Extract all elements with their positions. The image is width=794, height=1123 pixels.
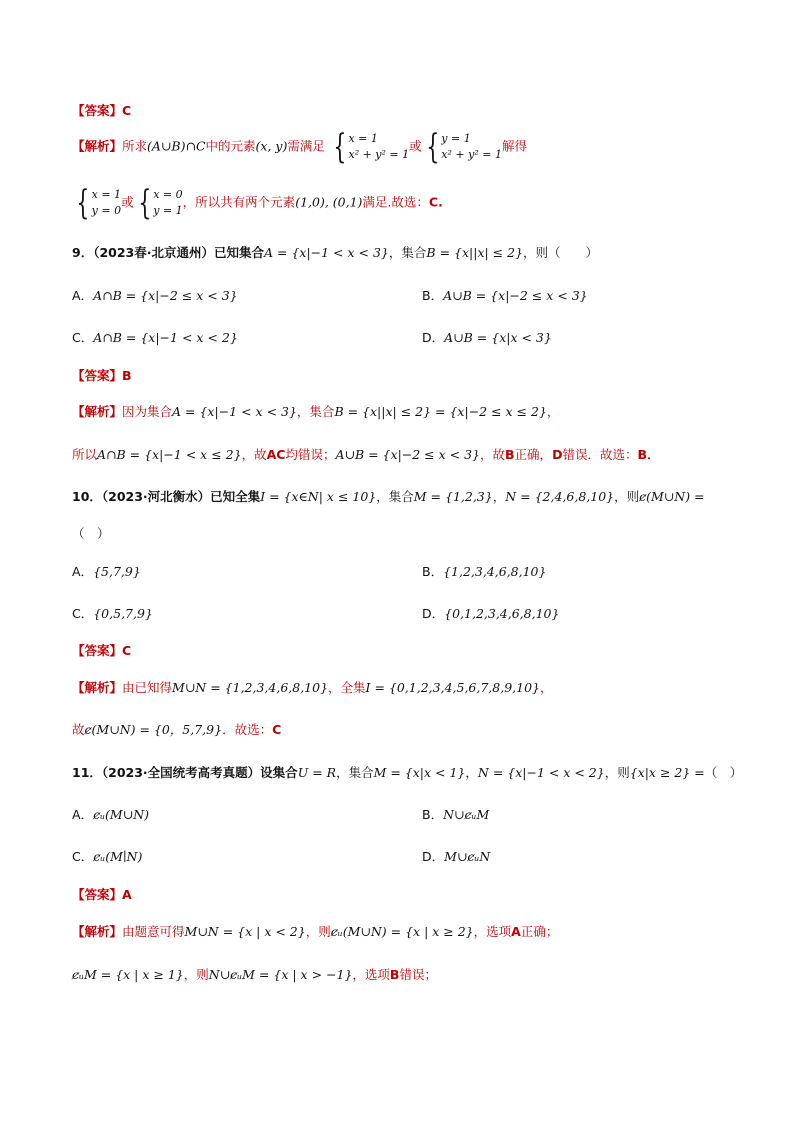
equation: y = 0	[91, 204, 122, 217]
math-expression: (A∪B)∩C	[147, 138, 206, 154]
answer-label: 【答案】	[72, 103, 123, 118]
analysis-text: ，则	[183, 967, 209, 982]
q11-stem	[72, 764, 742, 782]
option-a: ȼᵤ(M∪N)	[93, 807, 150, 822]
option-label: D．	[422, 606, 445, 621]
answer-label: 【答案】	[72, 887, 123, 902]
analysis-text: 所以	[72, 447, 98, 462]
equation: x = 1	[91, 188, 122, 201]
equation: y = 1	[441, 132, 471, 145]
answer-value: B	[122, 368, 132, 383]
option-label: A．	[72, 807, 94, 822]
analysis-text: ，	[539, 680, 553, 695]
option-label: C．	[72, 330, 94, 345]
q9-stem	[72, 244, 598, 262]
option-a: {5,7,9}	[93, 564, 141, 579]
option-b: N∪ȼᵤM	[443, 807, 490, 822]
q10-options-row2	[72, 605, 560, 623]
option-ref: D	[552, 447, 563, 462]
answer-blank: （ ）	[72, 526, 110, 541]
question-text: ，	[465, 765, 478, 780]
answer-blank: （ ）	[704, 765, 743, 780]
analysis-text: 错误．故选：	[562, 447, 638, 462]
analysis-label: 【解析】	[72, 404, 123, 419]
question-text: ，集合	[388, 245, 427, 260]
answer-value: C	[122, 103, 132, 118]
q11-analysis-line2	[72, 966, 437, 984]
option-label: D．	[422, 849, 445, 864]
option-label: D．	[422, 330, 445, 345]
math-expression: M∪N = {1,2,3,4,6,8,10}	[172, 680, 329, 695]
option-c: A∩B = {x|−1 < x < 2}	[93, 330, 238, 345]
option-label: A．	[72, 564, 94, 579]
analysis-text: ，故	[480, 447, 506, 462]
math-expression: A∪B = {x|−2 ≤ x < 3}	[335, 447, 480, 462]
equation-system: { x = 1 y = 0	[76, 183, 122, 223]
q8-analysis-line1	[72, 127, 527, 167]
question-text: ，则（ ）	[523, 245, 599, 260]
analysis-text: 需满足	[287, 138, 325, 154]
analysis-text: 均错误；	[285, 447, 336, 462]
analysis-text: 中的元素	[205, 138, 256, 154]
math-expression: N = {x|−1 < x < 2}	[477, 765, 605, 780]
analysis-text: 故	[72, 722, 85, 737]
equation: x = 1	[348, 132, 378, 145]
analysis-label: 【解析】	[72, 924, 123, 939]
option-b: {1,2,3,4,6,8,10}	[443, 564, 547, 579]
math-expression: N∪ȼᵤM = {x | x > −1}	[208, 967, 353, 982]
math-expression: {x|x ≥ 2} =	[629, 765, 705, 780]
question-text: ，则	[604, 765, 630, 780]
analysis-text: 解得	[501, 138, 527, 154]
analysis-text: ，选项	[473, 924, 512, 939]
q10-answer-line	[72, 642, 131, 660]
question-text: ，则	[614, 489, 640, 504]
q9-analysis-line2	[72, 446, 660, 464]
option-ref: AC	[266, 447, 286, 462]
equation-system: { y = 1 x² + y² = 1	[425, 127, 502, 167]
q9-options-row1	[72, 287, 588, 305]
q10-stem	[72, 488, 705, 506]
question-text: ，集合	[376, 489, 414, 504]
q11-analysis-line1	[72, 923, 558, 941]
analysis-text: ．故选：	[222, 722, 273, 737]
answer-choice: B．	[637, 447, 660, 462]
math-expression: ȼᵤM = {x | x ≥ 1}	[72, 967, 184, 982]
math-expression: ȼᵤ(M∪N) = {x | x ≥ 2}	[330, 924, 474, 939]
answer-label: 【答案】	[72, 368, 123, 383]
option-label: A．	[72, 288, 94, 303]
analysis-text: ，全集	[328, 680, 366, 695]
math-expression: M = {1,2,3}	[413, 489, 493, 504]
analysis-text: ，则	[305, 924, 331, 939]
math-expression: (1,0), (0,1)	[295, 194, 363, 210]
q10-analysis-line1	[72, 679, 553, 697]
analysis-text: 满足.故选：	[362, 194, 429, 210]
math-expression: I = {0,1,2,3,4,5,6,7,8,9,10}	[365, 680, 540, 695]
analysis-text: 正确，	[514, 447, 553, 462]
analysis-text: 由题意可得	[122, 924, 185, 939]
math-expression: M = {x|x < 1}	[373, 765, 466, 780]
q11-answer-line	[72, 886, 132, 904]
analysis-text: 或	[121, 194, 134, 210]
q8-answer-line	[72, 102, 131, 120]
math-expression: I = {x∈N| x ≤ 10}	[260, 489, 377, 504]
option-ref: B	[505, 447, 515, 462]
q10-paren	[72, 525, 110, 543]
option-label: B．	[422, 288, 444, 303]
equation: y = 1	[153, 204, 183, 217]
option-d: {0,1,2,3,4,6,8,10}	[444, 606, 560, 621]
q9-answer-line	[72, 367, 132, 385]
math-expression: B = {x||x| ≤ 2} = {x|−2 ≤ x ≤ 2}	[334, 404, 547, 419]
equation: x² + y² = 1	[441, 148, 502, 161]
answer-choice: C.	[428, 194, 443, 210]
question-stem: 9．（2023春·北京通州）已知集合	[72, 245, 264, 260]
math-expression: ȼ(M∪N) = {0，5,7,9}	[84, 722, 223, 737]
option-d: M∪ȼᵤN	[444, 849, 491, 864]
option-b: A∪B = {x|−2 ≤ x < 3}	[443, 288, 588, 303]
q9-options-row2	[72, 329, 552, 347]
option-label: C．	[72, 606, 94, 621]
q11-options-row1	[72, 806, 490, 824]
answer-value: C	[122, 643, 132, 658]
q10-options-row1	[72, 563, 547, 581]
math-expression: A = {x|−1 < x < 3}	[264, 245, 389, 260]
analysis-text: 或	[409, 138, 422, 154]
answer-label: 【答案】	[72, 643, 123, 658]
question-text: ，	[492, 489, 506, 504]
analysis-text: ，故	[241, 447, 267, 462]
option-a: A∩B = {x|−2 ≤ x < 3}	[93, 288, 238, 303]
analysis-text: ，	[546, 404, 560, 419]
question-text: ，集合	[336, 765, 374, 780]
option-c: {0,5,7,9}	[93, 606, 153, 621]
math-expression: (x, y)	[255, 138, 288, 154]
analysis-text: ，选项	[352, 967, 390, 982]
analysis-text: 所求	[122, 138, 148, 154]
question-stem: 11．（2023·全国统考高考真题）设集合	[72, 765, 298, 780]
math-expression: ȼ(M∪N) =	[639, 489, 705, 504]
option-label: B．	[422, 564, 444, 579]
analysis-text: 因为集合	[122, 404, 173, 419]
math-expression: N = {2,4,6,8,10}	[505, 489, 615, 504]
analysis-text: ，集合	[296, 404, 335, 419]
analysis-label: 【解析】	[72, 680, 123, 695]
math-expression: B = {x||x| ≤ 2}	[426, 245, 524, 260]
option-ref: B	[389, 967, 400, 982]
equation-system: { x = 0 y = 1	[137, 183, 183, 223]
analysis-text: 正确；	[520, 924, 559, 939]
answer-choice: C	[272, 722, 282, 737]
option-ref: A	[511, 924, 521, 939]
math-expression: M∪N = {x | x < 2}	[184, 924, 306, 939]
analysis-text: 错误；	[399, 967, 437, 982]
answer-value: A	[122, 887, 132, 902]
option-c: ȼᵤ(M∣N)	[93, 849, 143, 864]
option-label: C．	[72, 849, 94, 864]
option-d: A∪B = {x|x < 3}	[444, 330, 552, 345]
option-label: B．	[422, 807, 444, 822]
math-expression: A = {x|−1 < x < 3}	[172, 404, 297, 419]
question-stem: 10．（2023·河北衡水）已知全集	[72, 489, 261, 504]
equation: x² + y² = 1	[348, 148, 410, 161]
equation: x = 0	[153, 188, 183, 201]
analysis-text: 由已知得	[122, 680, 173, 695]
q10-analysis-line2	[72, 721, 281, 739]
math-expression: A∩B = {x|−1 < x ≤ 2}	[97, 447, 242, 462]
q8-analysis-line2	[72, 183, 443, 223]
equation-system: { x = 1 x² + y² = 1	[333, 127, 410, 167]
math-expression: U = R	[297, 765, 337, 780]
q9-analysis-line1	[72, 403, 559, 421]
analysis-label: 【解析】	[72, 138, 123, 154]
analysis-text: ，所以共有两个元素	[182, 194, 296, 210]
q11-options-row2	[72, 848, 491, 866]
